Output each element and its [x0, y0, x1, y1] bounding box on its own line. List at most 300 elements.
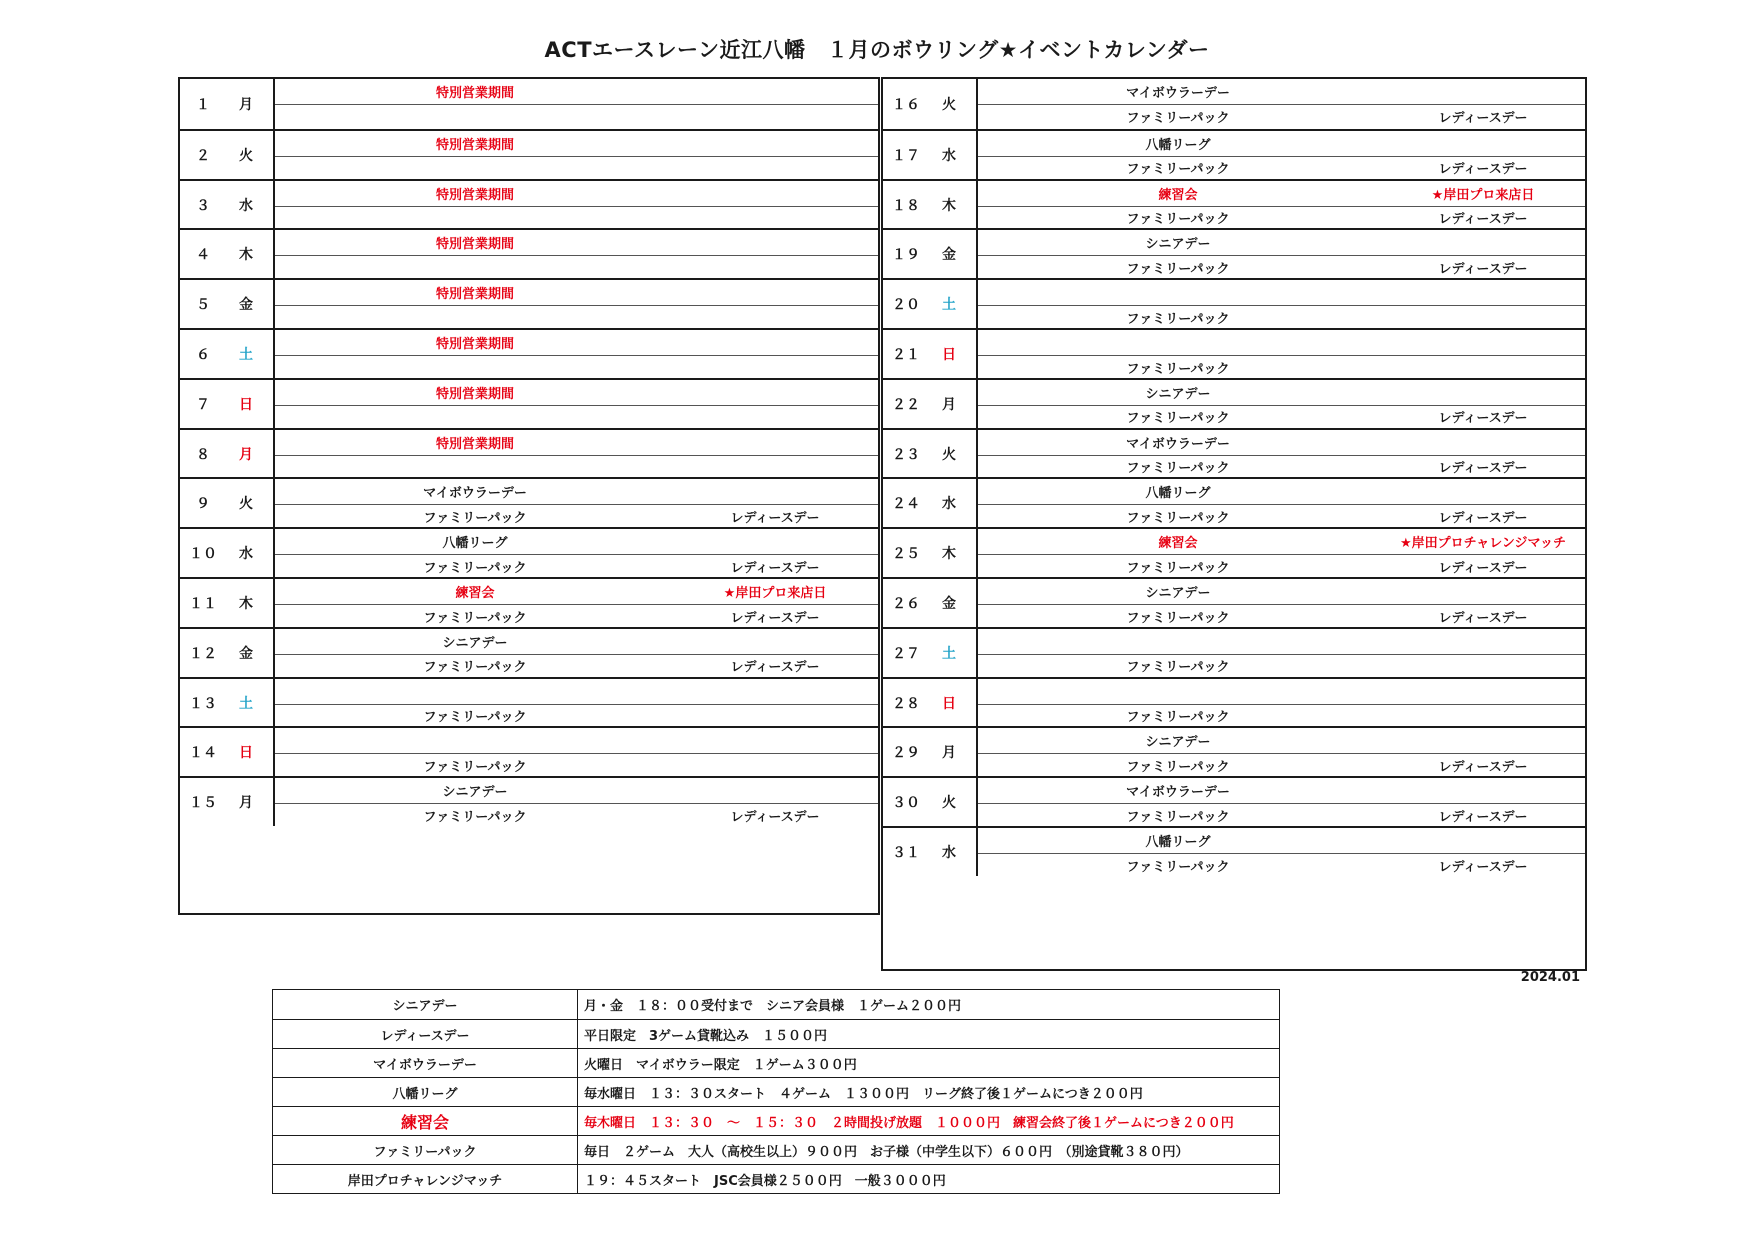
event-line-top — [978, 79, 1585, 105]
day-number: ２６ — [892, 596, 920, 612]
event-ladies-day: レディースデー — [1438, 610, 1528, 626]
event-line-top — [978, 230, 1585, 256]
day-events — [273, 479, 878, 527]
event-line-top — [275, 778, 878, 804]
day-number: ５ — [196, 297, 210, 314]
day-weekday: 木 — [942, 546, 956, 563]
day-row — [883, 179, 1585, 229]
day-row — [180, 677, 878, 727]
day-row — [883, 79, 1585, 129]
day-events — [273, 430, 878, 478]
day-number: １１ — [189, 596, 217, 612]
event-secondary: ★岸田プロ来店日 — [1431, 187, 1535, 203]
event-line-top — [978, 529, 1585, 555]
event-family-pack — [335, 405, 615, 429]
event-family-pack: ファミリーパック — [423, 809, 527, 825]
event-ladies-day — [635, 355, 915, 379]
event-family-pack — [335, 156, 615, 180]
event-secondary — [635, 181, 915, 206]
event-family-pack — [335, 355, 615, 379]
day-weekday: 火 — [942, 97, 956, 113]
day-weekday: 日 — [239, 745, 253, 762]
day-weekday: 金 — [942, 596, 956, 612]
day-row — [883, 527, 1585, 577]
event-family-pack — [335, 104, 615, 128]
day-events — [976, 181, 1585, 229]
event-primary: 八幡リーグ — [1145, 835, 1211, 850]
legend-event-description: 毎水曜日 １３：３０スタート ４ゲーム １３００円 リーグ終了後１ゲームにつき２００円 — [584, 1086, 1143, 1102]
day-row — [180, 328, 878, 378]
event-line-bottom — [978, 455, 1585, 479]
event-primary: 練習会 — [1158, 536, 1198, 552]
event-line-bottom — [275, 355, 878, 379]
event-line-top — [978, 679, 1585, 705]
event-family-pack: ファミリーパック — [1126, 411, 1230, 427]
legend-row — [273, 1048, 1279, 1077]
day-row — [180, 776, 878, 826]
document-date: 2024.01 — [1520, 970, 1580, 985]
event-primary: 特別営業期間 — [435, 337, 514, 352]
day-row — [180, 428, 878, 478]
event-family-pack: ファミリーパック — [1126, 809, 1230, 825]
event-primary: 練習会 — [1158, 187, 1198, 203]
event-primary: 特別営業期間 — [435, 386, 514, 402]
calendar-right-column — [881, 77, 1587, 971]
day-number: ２８ — [892, 695, 920, 712]
event-line-top — [275, 79, 878, 105]
day-weekday: 月 — [239, 795, 253, 812]
event-secondary — [1318, 230, 1648, 255]
day-number: ２０ — [892, 297, 920, 314]
event-family-pack: ファミリーパック — [1126, 110, 1230, 126]
event-ladies-day: レディースデー — [1438, 411, 1528, 427]
day-row — [883, 228, 1585, 278]
event-family-pack: ファミリーパック — [1126, 510, 1230, 526]
event-line-bottom — [275, 654, 878, 678]
event-line-top — [978, 728, 1585, 754]
event-line-bottom — [978, 104, 1585, 128]
day-events — [976, 579, 1585, 627]
day-events — [976, 728, 1585, 776]
day-weekday: 日 — [942, 695, 956, 712]
event-line-top — [275, 679, 878, 705]
event-primary: 特別営業期間 — [435, 237, 514, 253]
event-ladies-day: レディースデー — [1438, 162, 1528, 178]
event-line-bottom — [275, 753, 878, 777]
day-number: ２１ — [892, 347, 920, 363]
event-line-top — [275, 629, 878, 655]
day-weekday: 日 — [239, 396, 253, 413]
event-line-top — [978, 579, 1585, 605]
day-number: ２９ — [892, 745, 920, 762]
event-family-pack: ファミリーパック — [1126, 660, 1230, 676]
event-family-pack: ファミリーパック — [1126, 361, 1230, 377]
day-number: ２４ — [892, 496, 920, 513]
day-row — [883, 577, 1585, 627]
day-number: １２ — [189, 645, 217, 662]
event-secondary — [1318, 679, 1648, 704]
event-line-top — [978, 778, 1585, 804]
day-events — [273, 679, 878, 727]
day-number: ７ — [196, 396, 210, 413]
day-number: １ — [196, 97, 210, 113]
event-family-pack: ファミリーパック — [1126, 610, 1230, 626]
day-weekday: 金 — [942, 247, 956, 264]
event-family-pack: ファミリーパック — [423, 710, 527, 726]
day-number: ４ — [196, 247, 210, 264]
day-number: ２５ — [892, 546, 920, 563]
day-events — [976, 280, 1585, 328]
day-row — [180, 179, 878, 229]
day-weekday: 火 — [239, 147, 253, 164]
event-secondary — [635, 479, 915, 504]
event-line-top — [978, 479, 1585, 505]
event-family-pack — [335, 305, 615, 329]
event-secondary: ★岸田プロチャレンジマッチ — [1399, 536, 1567, 552]
event-secondary — [1318, 380, 1648, 405]
event-secondary — [635, 430, 915, 455]
event-line-top — [978, 181, 1585, 207]
day-events — [273, 529, 878, 577]
day-weekday: 土 — [942, 645, 956, 662]
event-family-pack: ファミリーパック — [423, 610, 527, 626]
event-family-pack — [335, 455, 615, 479]
event-line-top — [275, 579, 878, 605]
event-primary: 特別営業期間 — [435, 187, 514, 203]
event-secondary — [1318, 828, 1648, 853]
event-line-bottom — [978, 704, 1585, 728]
event-line-bottom — [275, 803, 878, 827]
day-events — [273, 131, 878, 179]
event-primary: 特別営業期間 — [435, 287, 514, 303]
calendar-left-column — [178, 77, 880, 915]
day-events — [273, 579, 878, 627]
day-number: ２７ — [892, 645, 920, 662]
legend-event-description: 毎木曜日 １３：３０ ～ １５：３０ ２時間投げ放題 １０００円 練習会終了後１ゲームにつき２００円 — [584, 1115, 1234, 1131]
day-number: １４ — [189, 745, 217, 762]
event-line-top — [978, 380, 1585, 406]
event-primary: シニアデー — [442, 635, 508, 651]
day-number: ３１ — [892, 845, 920, 861]
event-ladies-day — [1318, 355, 1648, 379]
event-secondary — [635, 380, 915, 405]
event-line-top — [275, 280, 878, 306]
event-primary: 特別営業期間 — [435, 86, 514, 101]
event-secondary — [635, 330, 915, 355]
event-line-top — [978, 131, 1585, 157]
event-ladies-day — [1318, 704, 1648, 728]
event-line-top — [275, 529, 878, 555]
day-weekday: 木 — [942, 197, 956, 214]
event-line-top — [275, 430, 878, 456]
event-primary: シニアデー — [1145, 586, 1211, 601]
day-events — [273, 79, 878, 129]
legend-event-description: 月・金 １８：００受付まで シニア会員様 １ゲーム２００円 — [584, 999, 962, 1014]
day-row — [180, 278, 878, 328]
event-line-top — [978, 430, 1585, 456]
event-family-pack: ファミリーパック — [1126, 311, 1230, 327]
legend-event-name: 練習会 — [273, 1107, 578, 1135]
day-events — [976, 430, 1585, 478]
day-weekday: 水 — [239, 197, 253, 214]
day-number: ２２ — [892, 396, 920, 413]
day-weekday: 木 — [239, 596, 253, 612]
event-primary: シニアデー — [1145, 386, 1211, 402]
event-line-bottom — [978, 405, 1585, 429]
day-events — [976, 479, 1585, 527]
event-ladies-day: レディースデー — [1438, 261, 1528, 277]
event-primary — [1038, 679, 1318, 704]
day-events — [976, 380, 1585, 428]
event-ladies-day — [635, 704, 915, 728]
event-ladies-day: レディースデー — [1438, 110, 1528, 126]
day-row — [883, 726, 1585, 776]
legend-event-name: レディースデー — [273, 1020, 578, 1048]
event-ladies-day: レディースデー — [1438, 809, 1528, 825]
event-line-bottom — [978, 156, 1585, 180]
day-weekday: 木 — [239, 247, 253, 264]
event-line-bottom — [275, 206, 878, 230]
event-line-bottom — [275, 604, 878, 628]
event-primary: シニアデー — [442, 785, 508, 801]
event-ladies-day: レディースデー — [1438, 461, 1528, 477]
legend-table — [272, 989, 1280, 1194]
event-secondary — [1318, 79, 1648, 104]
event-line-bottom — [275, 104, 878, 128]
event-family-pack: ファミリーパック — [1126, 710, 1230, 726]
day-events — [273, 728, 878, 776]
event-line-bottom — [275, 405, 878, 429]
day-row — [883, 776, 1585, 826]
day-weekday: 月 — [239, 446, 253, 463]
day-weekday: 水 — [942, 845, 956, 861]
day-number: ２３ — [892, 446, 920, 463]
event-family-pack: ファミリーパック — [423, 660, 527, 676]
event-line-top — [275, 181, 878, 207]
legend-row — [273, 1135, 1279, 1164]
event-line-top — [275, 479, 878, 505]
event-ladies-day — [635, 156, 915, 180]
day-row — [883, 378, 1585, 428]
legend-row — [273, 990, 1279, 1019]
event-secondary — [635, 728, 915, 753]
event-secondary — [1318, 728, 1648, 753]
day-number: １６ — [892, 97, 920, 113]
day-row — [883, 129, 1585, 179]
event-line-bottom — [978, 654, 1585, 678]
page-title: ACTエースレーン近江八幡 １月のボウリング★イベントカレンダー — [544, 38, 1210, 62]
event-secondary — [1318, 579, 1648, 604]
event-ladies-day — [635, 753, 915, 777]
day-weekday: 土 — [239, 347, 253, 363]
day-number: ８ — [196, 446, 210, 463]
event-primary: マイボウラーデー — [1126, 785, 1230, 801]
day-row — [883, 627, 1585, 677]
event-primary: 八幡リーグ — [442, 536, 508, 552]
day-row — [883, 826, 1585, 876]
day-row — [180, 228, 878, 278]
day-weekday: 土 — [239, 695, 253, 712]
day-weekday: 土 — [942, 297, 956, 314]
event-ladies-day: レディースデー — [730, 660, 820, 676]
event-primary: マイボウラーデー — [423, 486, 527, 502]
day-number: ６ — [196, 347, 210, 363]
event-line-bottom — [978, 255, 1585, 279]
event-ladies-day: レディースデー — [1438, 759, 1528, 775]
event-line-bottom — [275, 156, 878, 180]
day-weekday: 金 — [239, 297, 253, 314]
day-events — [273, 280, 878, 328]
event-primary — [1038, 280, 1318, 305]
event-ladies-day: レディースデー — [1438, 212, 1528, 228]
event-family-pack: ファミリーパック — [1126, 759, 1230, 775]
legend-event-name: 八幡リーグ — [273, 1078, 578, 1106]
event-line-bottom — [275, 504, 878, 528]
legend-row — [273, 1019, 1279, 1048]
event-family-pack — [335, 255, 615, 279]
event-line-bottom — [978, 853, 1585, 877]
day-events — [976, 679, 1585, 727]
event-primary: シニアデー — [1145, 735, 1211, 751]
event-ladies-day: レディースデー — [1438, 859, 1528, 875]
event-family-pack: ファミリーパック — [1126, 212, 1230, 228]
event-secondary — [635, 629, 915, 654]
event-ladies-day — [635, 455, 915, 479]
event-line-top — [275, 131, 878, 157]
day-events — [273, 380, 878, 428]
event-line-bottom — [978, 604, 1585, 628]
day-events — [976, 230, 1585, 278]
day-row — [883, 428, 1585, 478]
day-events — [976, 778, 1585, 826]
event-family-pack: ファミリーパック — [1126, 261, 1230, 277]
day-row — [883, 328, 1585, 378]
day-number: ２ — [196, 147, 210, 164]
legend-row — [273, 1164, 1279, 1193]
event-primary — [335, 728, 615, 753]
event-line-bottom — [275, 255, 878, 279]
legend-event-description: 毎日 ２ゲーム 大人（高校生以上）９００円 お子様（中学生以下）６００円 （別途貸靴３８０円） — [584, 1144, 1189, 1160]
event-family-pack: ファミリーパック — [423, 560, 527, 576]
day-weekday: 水 — [239, 546, 253, 563]
event-family-pack — [335, 206, 615, 230]
day-events — [976, 131, 1585, 179]
event-line-bottom — [978, 355, 1585, 379]
event-ladies-day: レディースデー — [730, 610, 820, 626]
legend-event-name: 岸田プロチャレンジマッチ — [273, 1165, 578, 1193]
event-ladies-day — [1318, 305, 1648, 329]
event-line-top — [978, 828, 1585, 854]
day-row — [180, 726, 878, 776]
event-ladies-day — [1318, 654, 1648, 678]
event-ladies-day — [635, 104, 915, 128]
event-secondary — [635, 679, 915, 704]
event-primary — [1038, 629, 1318, 654]
day-weekday: 水 — [942, 147, 956, 164]
event-line-bottom — [275, 305, 878, 329]
event-line-top — [978, 280, 1585, 306]
event-secondary — [635, 280, 915, 305]
event-line-bottom — [978, 206, 1585, 230]
event-primary: 八幡リーグ — [1145, 137, 1211, 153]
day-number: １７ — [892, 147, 920, 164]
event-secondary — [1318, 430, 1648, 455]
day-number: １０ — [189, 546, 217, 563]
legend-event-name: シニアデー — [273, 990, 578, 1019]
day-row — [180, 527, 878, 577]
event-line-top — [275, 728, 878, 754]
event-secondary — [635, 230, 915, 255]
event-line-bottom — [275, 554, 878, 578]
event-family-pack: ファミリーパック — [1126, 162, 1230, 178]
day-number: ３０ — [892, 795, 920, 812]
event-secondary: ★岸田プロ来店日 — [723, 586, 827, 601]
legend-row — [273, 1077, 1279, 1106]
day-weekday: 水 — [942, 496, 956, 513]
event-ladies-day: レディースデー — [1438, 510, 1528, 526]
day-number: ３ — [196, 197, 210, 214]
legend-event-description: 平日限定 3ゲーム貸靴込み １５００円 — [584, 1028, 828, 1044]
event-ladies-day — [635, 255, 915, 279]
event-family-pack: ファミリーパック — [1126, 461, 1230, 477]
day-number: １３ — [189, 695, 217, 712]
day-events — [976, 79, 1585, 129]
day-weekday: 火 — [942, 795, 956, 812]
event-primary: 特別営業期間 — [435, 436, 514, 452]
event-family-pack: ファミリーパック — [423, 759, 527, 775]
event-secondary — [1318, 280, 1648, 305]
event-primary: シニアデー — [1145, 237, 1211, 253]
day-events — [273, 181, 878, 229]
event-line-bottom — [275, 455, 878, 479]
event-ladies-day: レディースデー — [730, 510, 820, 526]
day-events — [976, 330, 1585, 378]
day-number: １８ — [892, 197, 920, 214]
legend-event-name: ファミリーパック — [273, 1136, 578, 1164]
event-secondary — [1318, 629, 1648, 654]
day-row — [180, 477, 878, 527]
event-ladies-day: レディースデー — [1438, 560, 1528, 576]
day-events — [273, 629, 878, 677]
day-row — [180, 577, 878, 627]
event-secondary — [1318, 778, 1648, 803]
event-secondary — [1318, 131, 1648, 156]
event-primary: マイボウラーデー — [1126, 86, 1230, 101]
event-ladies-day — [635, 405, 915, 429]
day-row — [180, 378, 878, 428]
event-ladies-day — [635, 305, 915, 329]
event-primary: 八幡リーグ — [1145, 486, 1211, 502]
event-family-pack: ファミリーパック — [423, 510, 527, 526]
event-ladies-day: レディースデー — [730, 560, 820, 576]
day-weekday: 火 — [942, 446, 956, 463]
day-row — [883, 278, 1585, 328]
day-weekday: 火 — [239, 496, 253, 513]
event-line-bottom — [978, 753, 1585, 777]
day-events — [273, 778, 878, 826]
day-weekday: 月 — [942, 396, 956, 413]
event-primary: マイボウラーデー — [1126, 436, 1230, 452]
legend-row — [273, 1106, 1279, 1135]
event-line-top — [275, 380, 878, 406]
day-number: １５ — [189, 795, 217, 812]
event-line-top — [978, 629, 1585, 655]
event-primary: 特別営業期間 — [435, 137, 514, 153]
day-events — [273, 330, 878, 378]
event-secondary — [1318, 330, 1648, 355]
day-events — [976, 629, 1585, 677]
day-number: １９ — [892, 247, 920, 264]
